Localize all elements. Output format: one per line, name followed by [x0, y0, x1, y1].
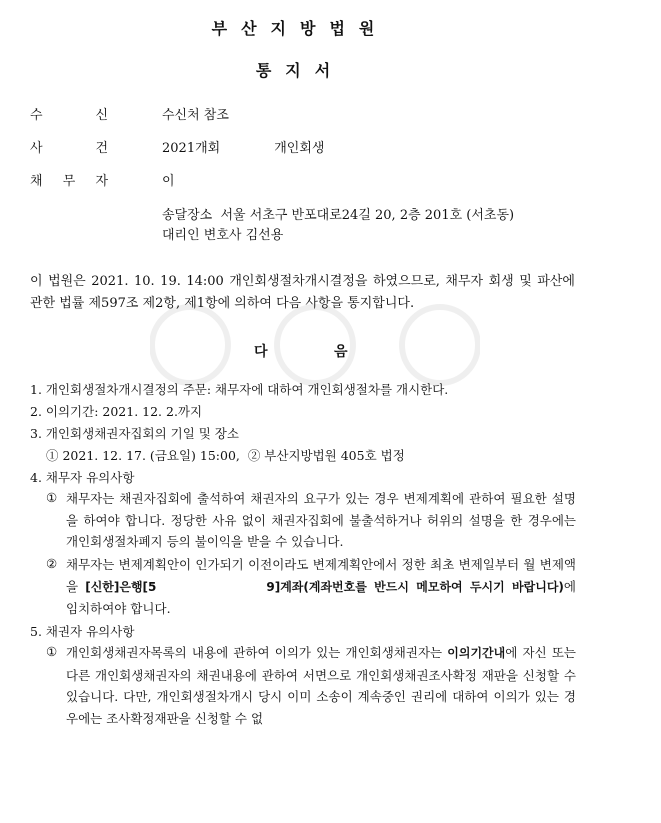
section-heading-eum: 음: [334, 344, 348, 360]
recipient-label: [30, 104, 150, 123]
case-number: 2021개회: [162, 141, 221, 156]
item-5: 5. 채권자 유의사항: [30, 624, 135, 639]
case-label-text: 사 건: [30, 141, 108, 156]
document-title: 통지서: [255, 61, 345, 80]
intro-paragraph: 이 법원은 2021. 10. 19. 14:00 개인회생절차개시결정을 하였으므로, 채무자 회생 및 파산에 관한 법률 제597조 제2항, 제1항에 의하여 다음 사항을 통지합니다.: [30, 274, 575, 311]
debtor-value: 이: [162, 174, 175, 189]
recipient-value: 수신처 참조: [162, 108, 229, 123]
debtor-label-text: 채 무 자: [30, 174, 108, 189]
item-4-1: 채무자는 채권자집회에 출석하여 채권자의 요구가 있는 경우 변제계획에 관하여 필요한 설명을 하여야 합니다. 정당한 사유 없이 채권자집회에 불출석하거나 허위의 설명을 한 경우에는 개인회생절차폐지 등의 불이익을 받을 수 있습니다.: [66, 491, 576, 549]
item-1: 1. 개인회생절차개시결정의 주문: 채무자에 대하여 개인회생절차를 개시한다.: [30, 382, 449, 397]
item-4: 4. 채무자 유의사항: [30, 470, 135, 485]
delivery-address: 송달장소 서울 서초구 반포대로24길 20, 2층 201호 (서초동): [162, 208, 515, 223]
item-4-1-marker: ①: [46, 490, 58, 505]
item-4-2-account: 9]계좌(계좌번호를 반드시 메모하여 두시기 바랍니다): [266, 579, 564, 594]
debtor-label: [30, 170, 150, 189]
item-4-2-text-b: 에 임치하여야 합니다.: [66, 578, 576, 616]
case-name: 개인회생: [274, 141, 325, 156]
court-name: 부산지방법원: [211, 19, 389, 38]
recipient-label-text: 수 신: [30, 108, 108, 123]
item-4-2-marker: ②: [46, 556, 58, 571]
item-5-1-text-a: 개인회생채권자목록의 내용에 관하여 이의가 있는 개인회생채권자는: [66, 645, 448, 660]
attorney: 대리인 변호사 김선용: [162, 228, 284, 243]
item-5-1-objection-period: 이의기간내: [447, 646, 506, 660]
item-3: 3. 개인회생채권자집회의 기일 및 장소: [30, 426, 239, 441]
item-5-1-marker: ①: [46, 644, 58, 659]
item-4-2-bank: [신한]은행[5: [85, 579, 157, 594]
item-5-1: [66, 642, 576, 729]
item-4-2: [66, 554, 576, 620]
item-2: 2. 이의기간: 2021. 12. 2.까지: [30, 404, 203, 419]
case-value: [162, 137, 324, 156]
item-3-detail: ① 2021. 12. 17. (금요일) 15:00, ② 부산지방법원 405호 법정: [46, 448, 405, 463]
item-5-1-text-b: 에 자신 또는 다른 개인회생채권자의 채권내용에 관하여 서면으로 개인회생채권조사확정 재판을 신청할 수 있습니다. 다만, 개인회생절차개시 당시 이미 소송이 계속중인 권리에 대하여 이의가 있는 경우에는 조사확정재판을 신청할 수 없: [66, 645, 576, 726]
item-4-2-text-a: 채무자는 변제계획안이 인가되기 이전이라도 변제계획안에서 정한 최초 변제일부터 월 변제액을: [66, 557, 576, 594]
case-label: [30, 137, 150, 156]
section-heading-da: 다: [254, 344, 268, 360]
